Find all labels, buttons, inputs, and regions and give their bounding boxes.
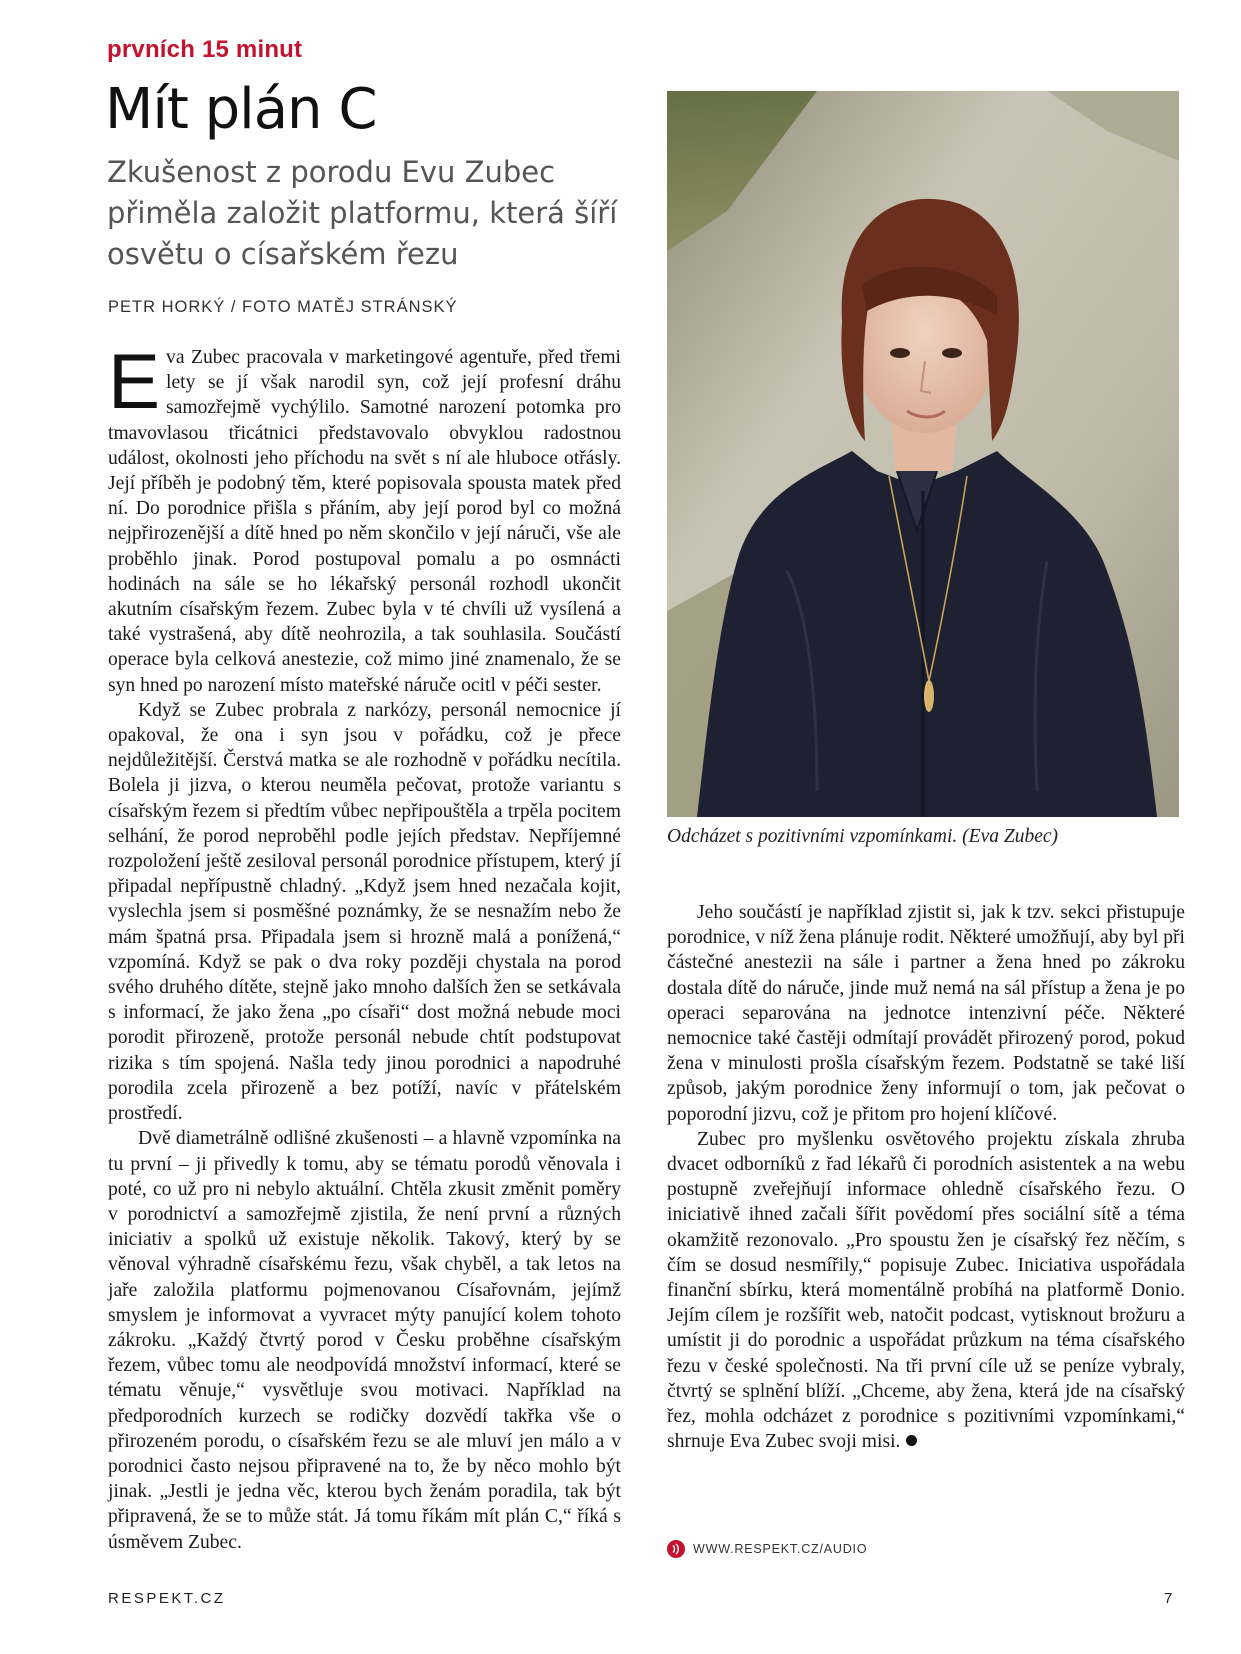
paragraph-text: Zubec pro myšlenku osvětového projektu získala zhruba dvacet odborníků z řad lékařů či porodních asistentek a na webu postupně zveřejňují informace ohledně císařského řezu. O iniciativě ihned začali šířit povědomí přes sociální sítě a téma okamžitě rezonovalo. „Pro spoustu žen je císařský řez něčím, s čím se dosud nesmířily,“ popisuje Zubec. Iniciativa uspořádala finanční sbírku, která momentálně probíhá na platformě Donio. Jejím cílem je rozšířit web, natočit podcast, vytisknout brožuru a umístit ji do porodnic a uspořádat průzkum na téma císařského řezu v české společnosti. Na tři první cíle už se peníze vybraly, čtvrtý se splnění blíží. „Chceme, aby žena, která jde na císařský řez, mohla odcházet z porodnice s pozitivními vzpomínkami,“ shrnuje Eva Zubec svoji misi. (667, 1128, 1185, 1453)
paragraph-text: va Zubec pracovala v marketingové agentuře, před třemi lety se jí však narodil syn, což její profesní dráhu samozřejmě vychýlilo. Samotné narození potomka pro tmavovlasou třicátnici představovalo obvyklou radostnou událost, okolnosti jeho příchodu na svět s ní ale hluboce otřásly. Její příběh je podobný těm, které popisovala spousta matek před ní. Do porodnice přišla s přáním, aby její porod byl co možná nejpřirozenější a dítě hned po něm skončilo v její náruči, vše ale proběhlo jinak. Porod postupoval pomalu a po osmnácti hodinách na sále se ho lékařský personál rozhodl ukončit akutním císařským řezem. Zubec byla v té chvíli už vysílená a také vystrašená, aby dítě neohrozila, a tak souhlasila. Součástí operace byla celková anestezie, což mimo jiné znamenalo, že se syn hned po narození místo mateřské náruče ocitl v péči sester. (108, 347, 621, 696)
audio-link-label[interactable]: WWW.RESPEKT.CZ/AUDIO (693, 1542, 868, 1556)
article-paragraph: Dvě diametrálně odlišné zkušenosti – a hlavně vzpomínka na tu první – ji přivedly k tomu, aby se tématu porodů věnovala i poté, co už pro ni nebylo aktuální. Chtěla zkusit změnit poměry v porodnictví a samozřejmě zjistila, že není první a různých iniciativ a spolků už existuje několik. Takový, který by se věnoval výhradně císařskému řezu, však chyběl, a tak letos na jaře založila platformu pojmenovanou Císařovnám, jejímž smyslem je informovat a vyvracet mýty panující kolem tohoto zákroku. „Každý čtvrtý porod v Česku proběhne císařským řezem, vůbec tomu ale neodpovídá množství informací, které se tématu věnuje,“ vysvětluje svou motivaci. Například na předporodních kurzech se rodičky dozvědí takřka vše o přirozeném porodu, o císařském řezu se ale mluví jen málo a v porodnici často nejsou připravené na to, že by něco mohlo být jinak. „Jestli je jedna věc, kterou bych ženám poradila, tak být připravená, že se to může stát. Já tomu říkám mít plán C,“ říká s úsměvem Zubec. (108, 1128, 621, 1553)
subtitle: Zkušenost z porodu Evu Zubec přiměla založit platformu, která šíří osvětu o císařském řezu (107, 155, 618, 271)
page-number: 7 (1164, 1590, 1173, 1607)
portrait-illustration (667, 91, 1179, 817)
article-paragraph (108, 337, 621, 698)
section-kicker: prvních 15 minut (107, 36, 303, 63)
article-column-1 (108, 337, 621, 1555)
photo-caption: Odcházet s pozitivními vzpomínkami. (Eva Zubec) (667, 826, 1059, 847)
footer-site: RESPEKT.CZ (108, 1590, 226, 1607)
drop-cap: E (108, 337, 161, 425)
byline: PETR HORKÝ / FOTO MATĚJ STRÁNSKÝ (108, 298, 458, 316)
article-paragraph (667, 1127, 1185, 1455)
portrait-photo (667, 91, 1179, 817)
article-column-2 (667, 900, 1185, 1454)
audio-icon (667, 1540, 685, 1558)
article-paragraph: Když se Zubec probrala z narkózy, personál nemocnice jí opakoval, že ona i syn jsou v pořádku, což je přece nejdůležitější. Čerstvá matka se ale rozhodně v pořádku necítila. Bolela ji jizva, o kterou neuměla pečovat, protože variantu s císařským řezem si předtím vůbec nepřipouštěla a trpěla pocitem selhání, že porod neproběhl podle jejích představ. Nepříjemné rozpoložení ještě zesiloval personál porodnice přístupem, který jí připadal nepřípustně chladný. „Když jsem hned nezačala kojit, vyslechla jsem si posměšné poznámky, že se nesnažím nebo že mám špatná prsa. Připadala jsem si hrozně malá a ponížená,“ vzpomíná. Když se pak o dva roky později chystala na porod svého druhého dítěte, stejně jako mnoho dalších žen se setkávala s informací, že jako žena „po císaři“ dost možná nebude moci porodit přirozeně, protože personál nebude chtít podstupovat rizika s tím spojená. Našla tedy jinou porodnici a napodruhé porodila zcela přirozeně a bez potíží, navíc v přátelském prostředí. (108, 699, 621, 1125)
audio-link[interactable] (667, 1540, 867, 1558)
page-title: Mít plán C (105, 77, 377, 142)
article-paragraph: Jeho součástí je například zjistit si, jak k tzv. sekci přistupuje porodnice, v níž žena plánuje rodit. Některé umožňují, aby byl při částečné anestezii na sále i partner a žena hned po zákroku dostala dítě do náruče, jinde muž nemá na sál přístup a žena je po operaci separována na jednotce intenzivní péče. Některé nemocnice také častěji odmítají provádět přirozený porod, pokud žena v minulosti prošla císařským řezem. Podstatně se také liší způsob, jakým porodnice ženy informují o tom, jak pečovat o poporodní jizvu, což je přitom pro hojení klíčové. (667, 902, 1185, 1125)
end-mark-icon (906, 1435, 917, 1446)
